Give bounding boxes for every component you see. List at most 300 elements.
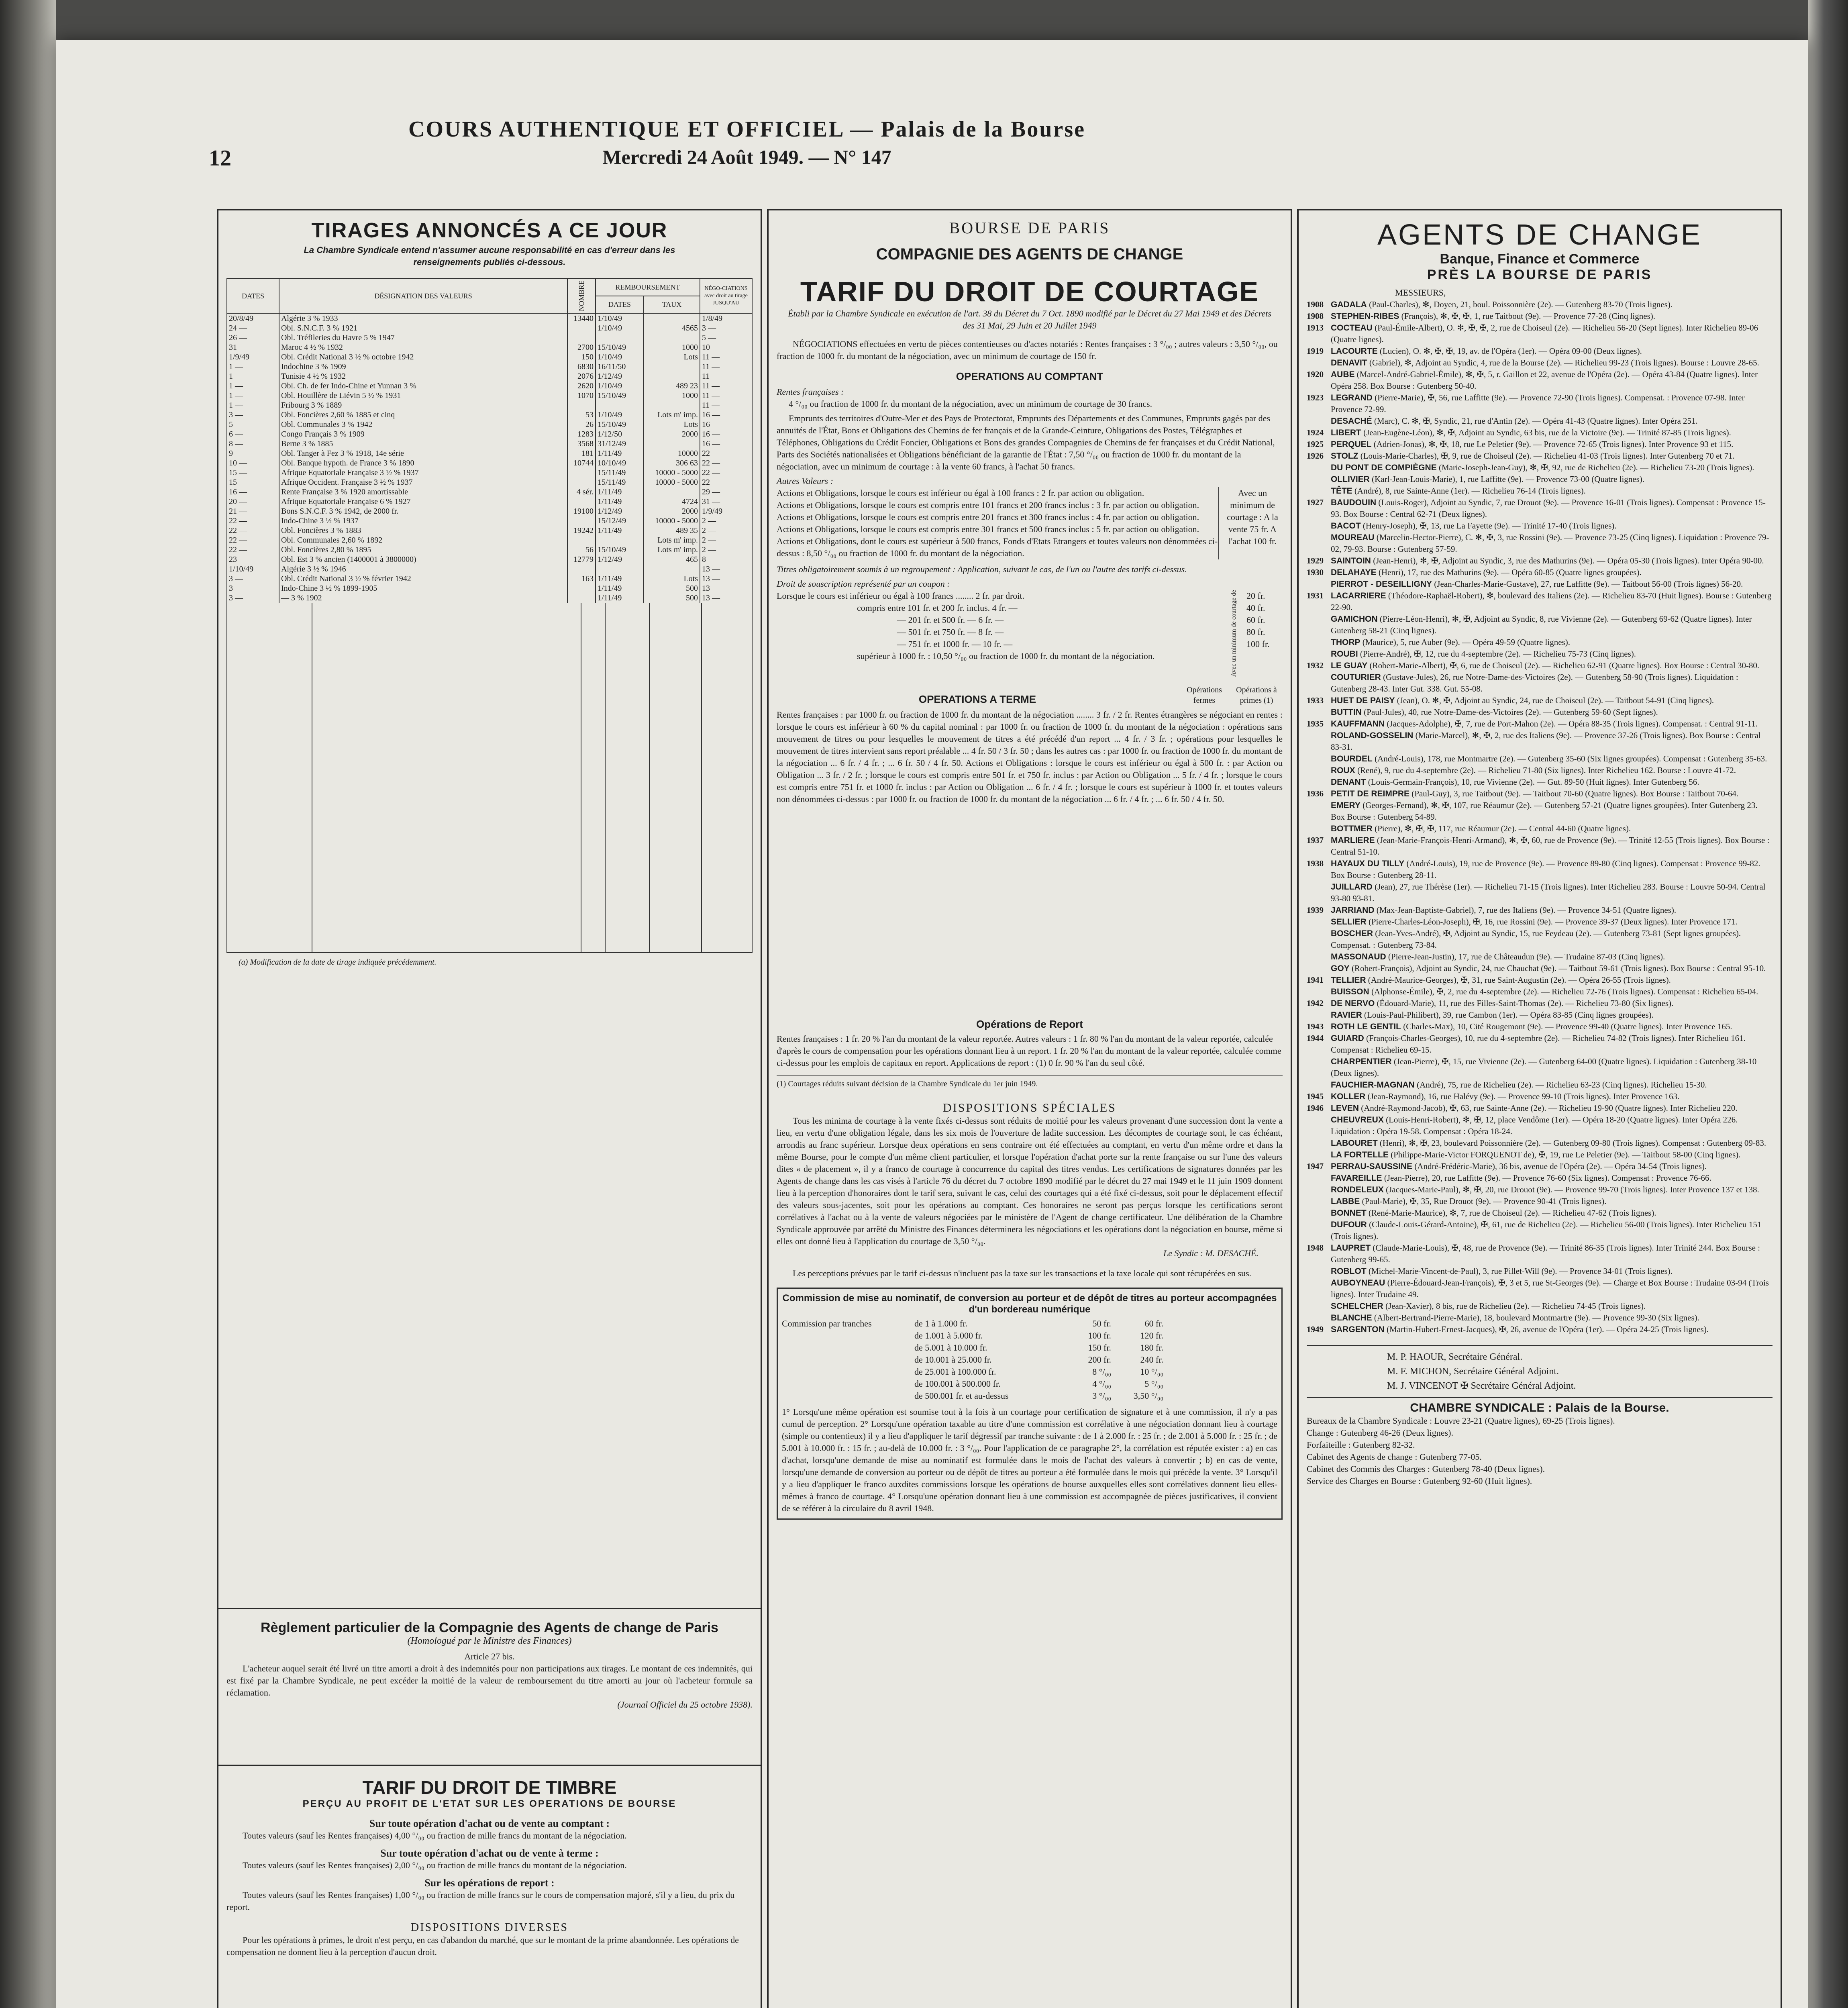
agent-entry bbox=[1307, 1021, 1773, 1033]
cell-neg: 11 — bbox=[700, 371, 752, 381]
agent-info: (Louis-Germain-François), 10, rue Vivienne (2e). — Gut. 89-50 (Huit lignes). Inter Gutenberg 56. bbox=[1368, 777, 1699, 787]
agent-info: (Jean-Charles-Marie-Gustave), 27, rue Laffitte (9e). — Taitbout 56-00 (Trois lignes) 56-20. bbox=[1434, 579, 1743, 589]
cell-nombre bbox=[567, 478, 596, 487]
souscr-line: Lorsque le cours est inférieur ou égal à 100 francs ........ 2 fr. par droit. bbox=[777, 591, 1025, 601]
cell-neg: 1/8/49 bbox=[700, 313, 752, 323]
commission-cell: de 1.001 à 5.000 fr. bbox=[914, 1331, 983, 1341]
souscr-line: compris entre 101 fr. et 200 fr. inclus. 4 fr. — bbox=[857, 603, 1018, 613]
column-right bbox=[1297, 209, 1782, 2008]
agent-details bbox=[1331, 1102, 1773, 1114]
cell-date: 3 — bbox=[227, 574, 279, 584]
cell-rdate: 15/10/49 bbox=[596, 391, 644, 400]
agent-name: THORP bbox=[1331, 638, 1361, 647]
cell-neg: 22 — bbox=[700, 468, 752, 478]
cell-rdate: 1/11/49 bbox=[596, 593, 644, 603]
cell-date: 1 — bbox=[227, 391, 279, 400]
agent-year bbox=[1307, 706, 1331, 718]
cell-taux bbox=[644, 400, 700, 410]
cell-nombre bbox=[567, 497, 596, 506]
cell-valeur: Obl. Foncières 2,80 % 1895 bbox=[279, 545, 567, 555]
cell-valeur: Obl. Communales 3 % 1942 bbox=[279, 420, 567, 429]
cell-rdate bbox=[596, 564, 644, 574]
timbre-section bbox=[226, 1777, 753, 1958]
agent-name: LACARRIERE bbox=[1331, 591, 1386, 600]
cell-neg: 8 — bbox=[700, 555, 752, 564]
agent-year: 1942 bbox=[1307, 998, 1324, 1008]
agent-entry bbox=[1307, 1219, 1773, 1242]
cell-nombre: 163 bbox=[567, 574, 596, 584]
cell-nombre: 26 bbox=[567, 420, 596, 429]
agent-info: (André-Louis), 178, rue Montmartre (2e). — Gutenberg 35-60 (Six lignes groupées). Compensat : Gutenberg 35-63. bbox=[1375, 754, 1767, 763]
commission-cell: 3 °/₀₀ bbox=[1092, 1391, 1111, 1401]
agent-year: 1920 bbox=[1307, 369, 1324, 379]
cell-valeur: Maroc 4 ½ % 1932 bbox=[279, 343, 567, 352]
agent-entry bbox=[1307, 951, 1773, 963]
courtage-section bbox=[777, 218, 1283, 1520]
agent-name: FAVAREILLE bbox=[1331, 1173, 1382, 1183]
agent-name: DESACHÉ bbox=[1331, 416, 1372, 426]
bourse-label: BOURSE DE PARIS bbox=[949, 219, 1110, 237]
autres-minimum: Avec un minimum de courtage : A la vente 75 fr. A l'achat 100 fr. bbox=[1218, 487, 1283, 559]
chambre-line: Cabinet des Commis des Charges : Gutenberg 78-40 (Deux lignes). bbox=[1307, 1464, 1545, 1474]
agent-year bbox=[1307, 1114, 1331, 1137]
cell-date: 22 — bbox=[227, 526, 279, 535]
agent-entry bbox=[1307, 1149, 1773, 1161]
commission-cell: 100 fr. bbox=[1088, 1331, 1111, 1341]
agent-entry bbox=[1307, 904, 1773, 916]
commission-row bbox=[914, 1366, 1277, 1378]
cell-date: 23 — bbox=[227, 555, 279, 564]
agent-entry bbox=[1307, 1300, 1773, 1312]
agent-name: ROUX bbox=[1331, 766, 1355, 775]
cell-rdate: 1/12/49 bbox=[596, 555, 644, 564]
cell-taux: 306 63 bbox=[644, 458, 700, 468]
cell-valeur: Tunisie 4 ½ % 1932 bbox=[279, 371, 567, 381]
agent-info: (Jean-Yves-André), ✠, Adjoint au Syndic, 15, rue Feydeau (2e). — Gutenberg 73-81 (Sept lignes groupées). Compensat. : Gutenberg 73-84. bbox=[1331, 928, 1741, 950]
agent-name: SELLIER bbox=[1331, 917, 1367, 926]
cell-nombre bbox=[567, 584, 596, 593]
book-edge-right bbox=[1808, 0, 1848, 2008]
cell-date: 16 — bbox=[227, 487, 279, 497]
cell-rdate: 10/10/49 bbox=[596, 458, 644, 468]
agent-year bbox=[1307, 823, 1331, 835]
agent-name: BAUDOUIN bbox=[1331, 498, 1377, 507]
cell-taux: 4565 bbox=[644, 323, 700, 333]
table-row bbox=[227, 439, 752, 449]
cell-neg: 13 — bbox=[700, 593, 752, 603]
agent-year bbox=[1307, 963, 1331, 974]
reglement-text: L'acheteur auquel serait été livré un titre amorti a droit à des indemnités pour non participations aux tirages. Le montant de ces indemnités, qui est fixé par la Chambre Syndicale, ne peut excéder la moitié de la valeur de remboursement du titre amorti au jour où l'acheteur formule sa réclamation. bbox=[226, 1663, 753, 1698]
agent-info: (Gabriel), ✻, Adjoint au Syndic, 4, rue de la Bourse (2e). — Richelieu 99-23 (Trois lignes). Bourse : Louvre 28-65. bbox=[1369, 358, 1759, 367]
agent-info: (Jean-Pierre), ✠, 15, rue Vivienne (2e). — Gutenberg 64-00 (Quatre lignes). Liquidation : Gutenberg 38-10 (Deux lignes). bbox=[1331, 1057, 1757, 1078]
agent-name: ROTH LE GENTIL bbox=[1331, 1022, 1401, 1031]
agent-year bbox=[1307, 1009, 1331, 1021]
cell-rdate: 1/11/49 bbox=[596, 449, 644, 458]
agent-info: (Louis-Marie-Charles), ✠, 9, rue de Choiseul (2e). — Richelieu 41-03 (Trois lignes). Inter Gutenberg 70 et 71. bbox=[1360, 451, 1735, 461]
agent-info: (Claude-Louis-Gérard-Antoine), ✠, 61, rue de Richelieu (2e). — Richelieu 56-00 (Trois lignes). Inter Richelieu 151 (Trois lignes). bbox=[1331, 1220, 1762, 1241]
cell-date: 1 — bbox=[227, 362, 279, 371]
agent-details bbox=[1331, 730, 1773, 753]
cell-date: 20 — bbox=[227, 497, 279, 506]
agent-entry bbox=[1307, 928, 1773, 951]
autres-valeurs-label: Autres Valeurs : bbox=[777, 476, 833, 486]
agent-name: AUBE bbox=[1331, 370, 1355, 379]
autres-line: Actions et Obligations, lorsque le cours est compris entre 101 francs et 200 francs inclus : 3 fr. par action ou obligation. bbox=[777, 500, 1199, 510]
agent-name: KOLLER bbox=[1331, 1092, 1366, 1101]
agent-info: (Paul-Jules), 40, rue Notre-Dame-des-Victoires (2e). — Gutenberg 59-60 (Sept lignes). bbox=[1364, 707, 1658, 717]
agent-year: 1948 bbox=[1307, 1243, 1324, 1253]
compagnie-label: COMPAGNIE DES AGENTS DE CHANGE bbox=[876, 245, 1183, 263]
agent-name: PETIT DE REIMPRE bbox=[1331, 789, 1410, 798]
souscr-line: — 201 fr. et 500 fr. — 6 fr. — bbox=[897, 615, 1004, 625]
agent-details bbox=[1331, 986, 1773, 998]
newspaper-page bbox=[56, 40, 1808, 2008]
agent-info: (Albert-Bertrand-Pierre-Marie), 18, boulevard Montmartre (9e). — Provence 99-30 (Six lignes). bbox=[1374, 1313, 1699, 1322]
agent-details bbox=[1331, 520, 1773, 532]
agent-details bbox=[1331, 1033, 1773, 1056]
report-note: (1) Courtages réduits suivant décision de la Chambre Syndicale du 1er juin 1949. bbox=[777, 1075, 1283, 1089]
souscr-min: 100 fr. bbox=[1246, 639, 1270, 649]
cell-taux: 489 35 bbox=[644, 526, 700, 535]
commission-cell: de 10.001 à 25.000 fr. bbox=[914, 1355, 992, 1365]
agent-year: 1943 bbox=[1307, 1022, 1324, 1031]
cell-taux: Lots bbox=[644, 352, 700, 362]
agent-details bbox=[1331, 1114, 1773, 1137]
divider bbox=[218, 1608, 761, 1609]
agent-details bbox=[1331, 1137, 1773, 1149]
agent-entry bbox=[1307, 660, 1773, 671]
agent-entry bbox=[1307, 1196, 1773, 1207]
report-text: Rentes françaises : 1 fr. 20 % l'an du montant de la valeur reportée. Autres valeurs : 1 fr. 80 % l'an du montant de la valeur reportée, calculée d'après le cours de compensation pour les opérations donnant lieu à un report. 1 fr. 20 % l'an du montant de la valeur reportée, calculée comme ci-dessus pour les emplois de capitaux en report. Applications de report : (1) 0 fr. 90 % l'an du seul côté. bbox=[777, 1034, 1281, 1068]
table-row bbox=[227, 410, 752, 420]
cell-rdate: 1/10/49 bbox=[596, 410, 644, 420]
agent-details bbox=[1331, 718, 1773, 730]
agent-entry bbox=[1307, 1137, 1773, 1149]
agent-details bbox=[1331, 998, 1773, 1009]
agent-details bbox=[1331, 823, 1773, 835]
cell-rdate: 1/11/49 bbox=[596, 487, 644, 497]
commission-cell: 60 fr. bbox=[1144, 1318, 1163, 1329]
commission-cell: 50 fr. bbox=[1092, 1318, 1111, 1329]
agent-details bbox=[1331, 881, 1773, 904]
agent-name: DENANT bbox=[1331, 777, 1366, 787]
page-number: 12 bbox=[209, 146, 231, 171]
agent-entry bbox=[1307, 567, 1773, 578]
agent-name: HAYAUX DU TILLY bbox=[1331, 859, 1405, 868]
agent-year: 1913 bbox=[1307, 323, 1324, 333]
agent-year: 1935 bbox=[1307, 719, 1324, 729]
table-row bbox=[227, 497, 752, 506]
cell-valeur: Bons S.N.C.F. 3 % 1942, de 2000 fr. bbox=[279, 506, 567, 516]
timbre-h1: Sur toute opération d'achat ou de vente au comptant : bbox=[369, 1818, 610, 1829]
cell-nombre: 2620 bbox=[567, 381, 596, 391]
agent-details bbox=[1331, 555, 1773, 567]
agent-entry bbox=[1307, 345, 1773, 357]
agent-details bbox=[1331, 1172, 1773, 1184]
cell-taux bbox=[644, 487, 700, 497]
agent-entry bbox=[1307, 322, 1773, 345]
agent-name: STOLZ bbox=[1331, 451, 1358, 461]
cell-neg: 2 — bbox=[700, 535, 752, 545]
agent-entry bbox=[1307, 730, 1773, 753]
agent-year bbox=[1307, 1056, 1331, 1079]
agent-info: (Jean-Pierre), 20, rue Laffitte (9e). — Provence 76-60 (Six lignes). Compensat : Provence 76-66. bbox=[1384, 1173, 1711, 1183]
cell-neg: 3 — bbox=[700, 323, 752, 333]
cell-neg: 22 — bbox=[700, 478, 752, 487]
report-title: Opérations de Report bbox=[976, 1018, 1083, 1031]
cell-nombre: 1070 bbox=[567, 391, 596, 400]
syndic-signature: Le Syndic : M. DESACHÉ. bbox=[1163, 1248, 1259, 1259]
agent-year: 1938 bbox=[1307, 859, 1324, 868]
agent-entry bbox=[1307, 671, 1773, 695]
cell-nombre bbox=[567, 400, 596, 410]
cell-rdate bbox=[596, 333, 644, 343]
agent-entry bbox=[1307, 637, 1773, 648]
agent-info: (Édouard-Marie), 11, rue des Filles-Saint-Thomas (2e). — Richelieu 73-80 (Six lignes). bbox=[1377, 998, 1674, 1008]
agent-year: 1944 bbox=[1307, 1033, 1324, 1043]
cell-date: 6 — bbox=[227, 429, 279, 439]
cell-rdate: 1/11/49 bbox=[596, 497, 644, 506]
agent-entry bbox=[1307, 800, 1773, 823]
agent-name: SCHELCHER bbox=[1331, 1302, 1383, 1311]
cell-nombre bbox=[567, 593, 596, 603]
agent-info: (Henri), 17, rue des Mathurins (9e). — Opéra 60-85 (Quatre lignes groupées). bbox=[1378, 567, 1642, 577]
agent-year: 1946 bbox=[1307, 1103, 1324, 1113]
agent-year bbox=[1307, 1265, 1331, 1277]
table-row bbox=[227, 323, 752, 333]
commission-cell: 120 fr. bbox=[1140, 1331, 1163, 1341]
cell-date: 8 — bbox=[227, 439, 279, 449]
agent-name: LAUPRET bbox=[1331, 1243, 1371, 1253]
table-row bbox=[227, 333, 752, 343]
table-row bbox=[227, 584, 752, 593]
cell-valeur: Obl. Crédit National 3 ½ % février 1942 bbox=[279, 574, 567, 584]
agent-entry bbox=[1307, 1033, 1773, 1056]
cell-taux: 489 23 bbox=[644, 381, 700, 391]
table-row bbox=[227, 468, 752, 478]
timbre-h3: Sur les opérations de report : bbox=[424, 1877, 555, 1889]
agent-details bbox=[1331, 415, 1773, 427]
chambre-line: Cabinet des Agents de change : Gutenberg 77-05. bbox=[1307, 1452, 1482, 1462]
courtage-subtitle: Établi par la Chambre Syndicale en exécution de l'art. 38 du Décret du 7 Oct. 1890 modifié par le Décret du 27 Mai 1949 et des Décrets des 31 Mai, 29 Juin et 20 Juillet 1949 bbox=[788, 308, 1271, 331]
agent-year bbox=[1307, 613, 1331, 637]
agent-name: GUIARD bbox=[1331, 1034, 1364, 1043]
officer-line: M. F. MICHON, Secrétaire Général Adjoint. bbox=[1387, 1366, 1559, 1377]
agent-year: 1926 bbox=[1307, 451, 1324, 461]
cell-valeur: Indo-Chine 3 ½ % 1937 bbox=[279, 516, 567, 526]
agent-details bbox=[1331, 637, 1773, 648]
agent-entry bbox=[1307, 1242, 1773, 1265]
agent-name: ROLAND-GOSSELIN bbox=[1331, 731, 1414, 740]
agent-entry bbox=[1307, 1324, 1773, 1335]
agent-year bbox=[1307, 1196, 1331, 1207]
cell-taux: 1000 bbox=[644, 391, 700, 400]
agent-year bbox=[1307, 532, 1331, 555]
souscr-min: 40 fr. bbox=[1246, 603, 1265, 613]
agent-name: LABBE bbox=[1331, 1197, 1360, 1206]
agent-entry bbox=[1307, 485, 1773, 497]
table-row bbox=[227, 400, 752, 410]
agent-entry bbox=[1307, 753, 1773, 765]
agent-info: (Philippe-Marie-Victor FORQUENOT de), ✠, 19, rue Le Peletier (9e). — Taitbout 58-00 (Cinq lignes). bbox=[1391, 1150, 1741, 1159]
agent-year: 1932 bbox=[1307, 661, 1324, 670]
agent-info: (Marcel-André-Gabriel-Émile), ✻, ✠, 5, r. Gaillon et 22, avenue de l'Opéra (2e). — Opéra 43-84 (Quatre lignes). Inter Opéra 258. Box Bourse : Gutenberg 50-40. bbox=[1331, 369, 1758, 391]
agent-details bbox=[1331, 462, 1773, 473]
officer-line: M. J. VINCENOT ✠ Secrétaire Général Adjoint. bbox=[1387, 1381, 1576, 1391]
souscr-line: — 501 fr. et 750 fr. — 8 fr. — bbox=[897, 627, 1004, 637]
agent-details bbox=[1331, 322, 1773, 345]
agent-info: (Pierre-André), ✠, 12, rue du 4-septembre (2e). — Richelieu 75-73 (Cinq lignes). bbox=[1360, 649, 1636, 659]
cell-taux: 1000 bbox=[644, 343, 700, 352]
table-row bbox=[227, 449, 752, 458]
cell-nombre: 150 bbox=[567, 352, 596, 362]
commission-cell: 10 °/₀₀ bbox=[1140, 1367, 1163, 1377]
commission-cell: 3,50 °/₀₀ bbox=[1133, 1391, 1163, 1401]
agent-entry bbox=[1307, 1265, 1773, 1277]
agent-name: COUTURIER bbox=[1331, 673, 1381, 682]
timbre-t3: Toutes valeurs (sauf les Rentes françaises) 1,00 °/₀₀ ou fraction de mille francs sur le cours de compensation majoré, s'il y a lieu, du prix du report. bbox=[226, 1890, 735, 1912]
agent-details bbox=[1331, 357, 1773, 369]
cell-rdate: 1/11/49 bbox=[596, 526, 644, 535]
agent-details bbox=[1331, 1056, 1773, 1079]
cell-nombre bbox=[567, 333, 596, 343]
agent-details bbox=[1331, 613, 1773, 637]
souscr-min: 80 fr. bbox=[1246, 627, 1265, 637]
cell-valeur: Fribourg 3 % 1889 bbox=[279, 400, 567, 410]
cell-taux: Lots m' imp. bbox=[644, 410, 700, 420]
dispo-text: Tous les minima de courtage à la vente fixés ci-dessus sont réduits de moitié pour les valeurs provenant d'une succession dont la vente a lieu, en vertu d'une obligation légale, dans les six mois de l'ouverture de ladite succession. Les décomptes de courtage sont, le cas échéant, arrondis au franc supérieur. Lorsque deux opérations en sens contraire ont été effectuées au comptant, en vertu d'un même ordre et dans la même Bourse, pour le compte d'un même client particulier, et lorsque l'opération d'achat porte sur la rente française ou sur l'une des valeurs dites « de placement », il y a franco de courtage à concurrence du capital des titres vendus. Les certifications de signatures données par les Agents de change dans les cas visés à l'article 76 du décret du 7 octobre 1890 modifié par le décret du 27 mai 1949 et le 11 juin 1909 donnent lieu à la perception d'honoraires dont le tarif sera, suivant le cas, celui des courtages qui a été fixé ci-dessus, soit pour le déplacement effectif des valeurs sous-jacentes, soit pour les opérations au comptant. Ces honoraires ne seront pas perçus lorsque les certifications seront corrélatives à l'achat ou à la vente de valeurs négociées par le ministère de l'Agent de change certificateur. Une délibération de la Chambre Syndicale approuvée par arrêté du Ministre des Finances déterminera les négociations et les opérations dont la négociation en bourse, même si elles ont donné lieu à l'application du courtage de 3,50 °/₀₀. bbox=[777, 1116, 1283, 1247]
agent-year bbox=[1307, 1137, 1331, 1149]
agent-info: (Jean), O. ✻, ✠, Adjoint au Syndic, 24, rue de Choiseul (2e). — Taitbout 54-91 (Cinq lignes). bbox=[1397, 696, 1714, 705]
agent-entry bbox=[1307, 788, 1773, 800]
agent-info: (Henry-Joseph), ✠, 13, rue La Fayette (9e). — Trinité 17-40 (Trois lignes). bbox=[1363, 521, 1617, 531]
agent-details bbox=[1331, 532, 1773, 555]
commission-cell: 150 fr. bbox=[1088, 1343, 1111, 1353]
agent-details bbox=[1331, 928, 1773, 951]
agent-year bbox=[1307, 671, 1331, 695]
agent-year bbox=[1307, 928, 1331, 951]
agent-details bbox=[1331, 427, 1773, 439]
souscr-min: 20 fr. bbox=[1246, 591, 1265, 601]
cell-taux: 10000 - 5000 bbox=[644, 478, 700, 487]
agent-entry bbox=[1307, 473, 1773, 485]
agent-details bbox=[1331, 578, 1773, 590]
timbre-t2: Toutes valeurs (sauf les Rentes françaises) 2,00 °/₀₀ ou fraction de mille francs du montant de la négociation. bbox=[243, 1860, 627, 1870]
agent-info: (Jacques-Adolphe), ✠, 7, rue de Port-Mahon (2e). — Opéra 88-35 (Trois lignes). Compensat. : Central 91-11. bbox=[1387, 719, 1758, 729]
commission-label: Commission par tranches bbox=[782, 1318, 872, 1329]
agent-details bbox=[1331, 567, 1773, 578]
cell-valeur: Obl. Banque hypoth. de France 3 % 1890 bbox=[279, 458, 567, 468]
table-row bbox=[227, 352, 752, 362]
agent-entry bbox=[1307, 1184, 1773, 1196]
agent-entry bbox=[1307, 881, 1773, 904]
commission-row bbox=[914, 1378, 1277, 1390]
table-row bbox=[227, 526, 752, 535]
agent-entry bbox=[1307, 1079, 1773, 1091]
agent-name: DU PONT DE COMPIÈGNE bbox=[1331, 463, 1437, 472]
cell-taux: Lots m' imp. bbox=[644, 535, 700, 545]
agent-year bbox=[1307, 637, 1331, 648]
cell-date: 5 — bbox=[227, 420, 279, 429]
agent-name: HUET DE PAISY bbox=[1331, 696, 1395, 705]
agent-name: BUISSON bbox=[1331, 987, 1369, 996]
table-row bbox=[227, 506, 752, 516]
timbre-t1: Toutes valeurs (sauf les Rentes françaises) 4,00 °/₀₀ ou fraction de mille francs du montant de la négociation. bbox=[243, 1830, 627, 1841]
cell-valeur: Congo Français 3 % 1909 bbox=[279, 429, 567, 439]
agent-entry bbox=[1307, 450, 1773, 462]
agent-entry bbox=[1307, 462, 1773, 473]
agent-details bbox=[1331, 835, 1773, 858]
terme-title: OPERATIONS A TERME bbox=[918, 693, 1036, 706]
commission-cell: de 5.001 à 10.000 fr. bbox=[914, 1343, 987, 1353]
agent-details bbox=[1331, 753, 1773, 765]
souscr-line: — 751 fr. et 1000 fr. — 10 fr. — bbox=[897, 639, 1013, 649]
agent-entry bbox=[1307, 986, 1773, 998]
cell-nombre: 12779 bbox=[567, 555, 596, 564]
terme-col1: Opérations fermes bbox=[1187, 686, 1222, 705]
agent-details bbox=[1331, 776, 1773, 788]
cell-neg: 10 — bbox=[700, 343, 752, 352]
cell-rdate: 1/11/49 bbox=[596, 574, 644, 584]
cell-taux: 2000 bbox=[644, 506, 700, 516]
table-row bbox=[227, 555, 752, 564]
agent-entry bbox=[1307, 1161, 1773, 1172]
cell-taux: 10000 - 5000 bbox=[644, 468, 700, 478]
agent-entry bbox=[1307, 439, 1773, 450]
agent-name: PIERROT - DESEILLIGNY bbox=[1331, 580, 1432, 589]
agent-details bbox=[1331, 310, 1773, 322]
cell-nombre: 13440 bbox=[567, 313, 596, 323]
agent-info: (André-Frédéric-Marie), 36 bis, avenue de l'Opéra (2e). — Opéra 34-54 (Trois lignes). bbox=[1414, 1161, 1707, 1171]
cell-rdate: 16/11/50 bbox=[596, 362, 644, 371]
agents-list bbox=[1307, 299, 1773, 1335]
cell-valeur: Berne 3 % 1885 bbox=[279, 439, 567, 449]
cell-neg: 11 — bbox=[700, 381, 752, 391]
negociations-text: NÉGOCIATIONS effectuées en vertu de pièces contentieuses ou d'actes notariés : Rentes françaises : 3 °/₀₀ ; autres valeurs : 3,50 °/₀₀, ou fraction de 1000 fr. du montant de la négociation, avec un minimum de courtage de 150 fr. bbox=[777, 339, 1278, 361]
agent-details bbox=[1331, 1161, 1773, 1172]
agent-name: SAINTOIN bbox=[1331, 556, 1371, 565]
agent-name: LA FORTELLE bbox=[1331, 1150, 1389, 1159]
agent-year: 1931 bbox=[1307, 591, 1324, 600]
agent-name: BACOT bbox=[1331, 521, 1361, 531]
agent-year: 1937 bbox=[1307, 835, 1324, 845]
agent-year: 1930 bbox=[1307, 567, 1324, 577]
cell-neg: 1/9/49 bbox=[700, 506, 752, 516]
comptant-title: OPERATIONS AU COMPTANT bbox=[956, 370, 1103, 382]
agent-info: (Paul-Émile-Albert), O. ✻, ✠, ✠, 2, rue de Choiseul (2e). — Richelieu 56-20 (Sept lignes). Inter Richelieu 89-06 (Quatre lignes). bbox=[1331, 323, 1758, 344]
agent-entry bbox=[1307, 835, 1773, 858]
table-row bbox=[227, 574, 752, 584]
agent-details bbox=[1331, 671, 1773, 695]
dispo-title: DISPOSITIONS SPÉCIALES bbox=[943, 1101, 1116, 1115]
cell-date: 1 — bbox=[227, 400, 279, 410]
agent-info: (Marie-Joseph-Jean-Guy), ✻, ✠, 92, rue de Richelieu (2e). — Richelieu 73-20 (Trois lignes). bbox=[1438, 463, 1754, 472]
reglement-subtitle: (Homologué par le Ministre des Finances) bbox=[407, 1636, 572, 1646]
agent-name: GOY bbox=[1331, 964, 1350, 973]
officer-line: M. P. HAOUR, Secrétaire Général. bbox=[1387, 1352, 1523, 1362]
agent-info: (Jacques-Marie-Paul), ✻, ✠, 20, rue Drouot (9e). — Provence 99-70 (Trois lignes). Inter Provence 137 et 138. bbox=[1386, 1185, 1759, 1194]
agent-name: STEPHEN-RIBES bbox=[1331, 312, 1399, 321]
commission-cell: 4 °/₀₀ bbox=[1092, 1379, 1111, 1389]
cell-valeur: Obl. Houillère de Liévin 5 ½ % 1931 bbox=[279, 391, 567, 400]
cell-rdate: 1/10/49 bbox=[596, 323, 644, 333]
agent-entry bbox=[1307, 1172, 1773, 1184]
agent-info: (René), 9, rue du 4-septembre (2e). — Richelieu 71-80 (Six lignes). Inter Richelieu 162. Bourse : Louvre 41-72. bbox=[1357, 765, 1736, 775]
agent-name: EMERY bbox=[1331, 801, 1361, 810]
agent-details bbox=[1331, 1196, 1773, 1207]
agent-details bbox=[1331, 951, 1773, 963]
agent-year bbox=[1307, 916, 1331, 928]
